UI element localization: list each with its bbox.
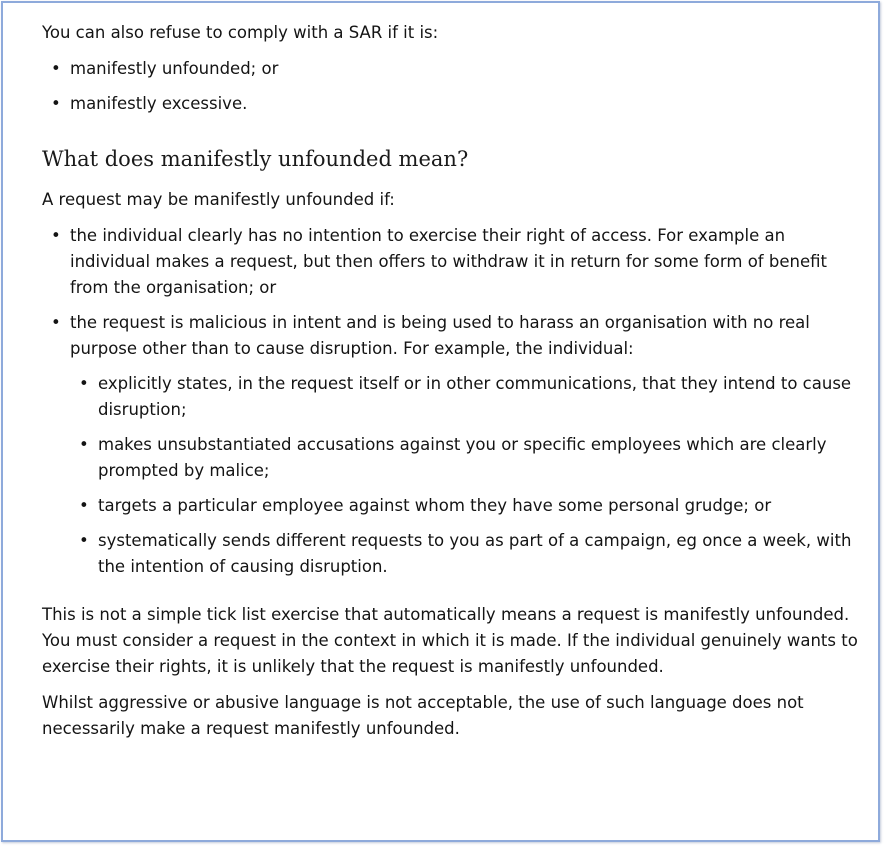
list-item-text: the individual clearly has no intention to exercise their right of access. For example an individual makes a request, but then offers to withdraw it in return for some form of benefit from the organisation; or bbox=[70, 226, 827, 297]
list-item bbox=[42, 310, 862, 580]
lead-text: A request may be manifestly unfounded if: bbox=[42, 190, 395, 209]
list-item: • manifestly excessive. bbox=[42, 91, 862, 117]
malicious-examples-list bbox=[70, 371, 862, 580]
nested-list-item: • makes unsubstantiated accusations against you or specific employees which are clearly prompted by malice; bbox=[70, 432, 862, 484]
intro-text: You can also refuse to comply with a SAR if it is: bbox=[42, 23, 439, 42]
section-heading: What does manifestly unfounded mean? bbox=[42, 147, 469, 171]
nested-list-item: • systematically sends different requests to you as part of a campaign, eg once a week, with the intention of causing disruption. bbox=[70, 528, 862, 580]
list-item-text: the request is malicious in intent and is being used to harass an organisation with no real purpose other than to cause disruption. For example, the individual: bbox=[70, 313, 810, 358]
list-item bbox=[42, 223, 862, 301]
document-frame bbox=[1, 1, 880, 842]
nested-list-item: • targets a particular employee against whom they have some personal grudge; or bbox=[70, 493, 862, 519]
document-content bbox=[42, 20, 862, 742]
refusal-grounds-list bbox=[42, 56, 862, 117]
nested-list-item: • explicitly states, in the request itself or in other communications, that they intend to cause disruption; bbox=[70, 371, 862, 423]
list-item: • manifestly unfounded; or bbox=[42, 56, 862, 82]
abusive-language-paragraph: Whilst aggressive or abusive language is not acceptable, the use of such language does not necessarily make a request manifestly unfounded. bbox=[42, 693, 804, 738]
conditions-list bbox=[42, 223, 862, 580]
tick-list-paragraph: This is not a simple tick list exercise that automatically means a request is manifestly unfounded. You must consider a request in the context in which it is made. If the individual genuinely wants to exercise their rights, it is unlikely that the request is manifestly unfounded. bbox=[42, 605, 858, 676]
